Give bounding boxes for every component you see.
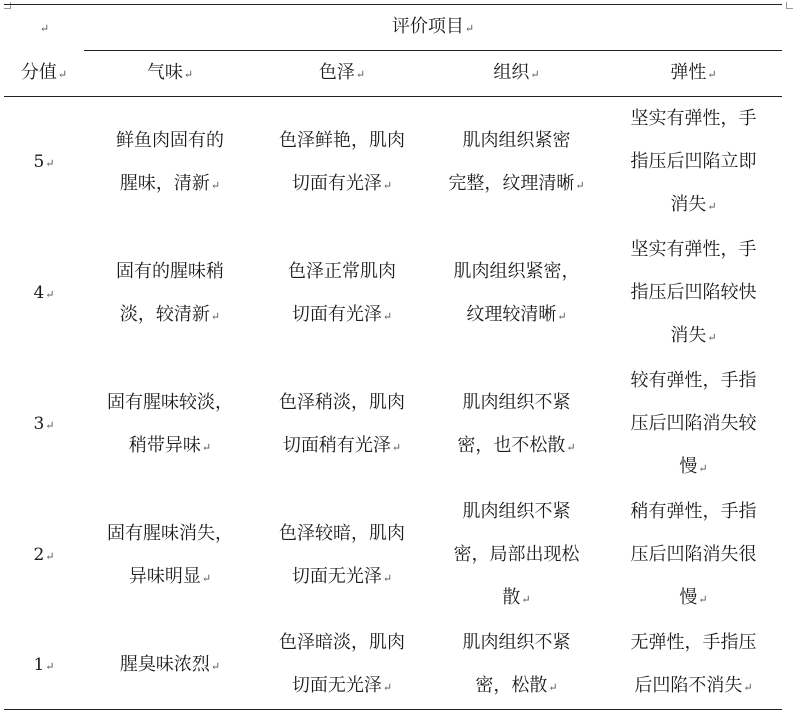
- color-cell: [256, 621, 428, 710]
- texture-text-line: 密，局部出现松: [453, 544, 580, 565]
- elasticity-text-line: 慢: [679, 587, 698, 608]
- color-cell: [256, 359, 428, 490]
- paragraph-mark-icon: [45, 288, 54, 301]
- paragraph-mark-icon: [698, 593, 707, 606]
- score-cell: [4, 490, 84, 621]
- header-score: [4, 51, 84, 97]
- smell-cell: [84, 621, 256, 710]
- elasticity-cell: [605, 359, 782, 490]
- header-texture: [428, 51, 605, 97]
- color-text-line: 切面有光泽: [291, 172, 382, 194]
- paragraph-mark-icon: [45, 419, 54, 432]
- smell-cell: [84, 97, 256, 229]
- smell-text-line: 固有腥味消失，: [107, 522, 233, 544]
- elasticity-text-line: 压后凹陷消失较: [630, 413, 757, 434]
- texture-text-line: 完整，纹理清晰: [448, 172, 575, 194]
- color-text-line: 色泽较暗，肌肉: [279, 522, 405, 544]
- elasticity-cell: [605, 228, 782, 359]
- color-text-line: 色泽正常肌肉: [288, 260, 396, 282]
- group-header-row: [4, 5, 782, 51]
- elasticity-text-line: 稍有弹性，手指: [630, 501, 757, 522]
- texture-text-line: 散: [502, 587, 521, 608]
- color-text-line: 切面有光泽: [291, 303, 382, 325]
- paragraph-mark-icon: [530, 68, 539, 81]
- paragraph-mark-icon: [202, 572, 211, 585]
- header-smell-label: 气味: [146, 62, 183, 83]
- header-color-label: 色泽: [318, 62, 355, 83]
- score-value: 1: [33, 654, 45, 675]
- color-text-line: 切面无光泽: [291, 565, 382, 587]
- score-value: 5: [33, 152, 45, 172]
- color-text-line: 色泽稍淡，肌肉: [279, 391, 405, 413]
- elasticity-text-line: 指压后凹陷立即: [630, 151, 757, 172]
- paragraph-mark-icon: [211, 660, 220, 673]
- paragraph-mark-icon: [707, 68, 716, 81]
- paragraph-mark-icon: [383, 572, 392, 585]
- elasticity-text-line: 坚实有弹性，手: [630, 108, 757, 129]
- corner-cell: [4, 5, 84, 51]
- texture-cell: [428, 228, 605, 359]
- texture-text-line: 肌肉组织不紧: [462, 632, 571, 653]
- paragraph-mark-icon: [58, 68, 67, 81]
- texture-cell: [428, 621, 605, 710]
- score-value: 2: [33, 545, 45, 565]
- elasticity-text-line: 较有弹性，手指: [630, 370, 757, 391]
- paragraph-mark-icon: [383, 310, 392, 323]
- color-cell: [256, 490, 428, 621]
- texture-text-line: 纹理较清晰: [466, 303, 557, 325]
- paragraph-mark-icon: [465, 22, 474, 35]
- texture-cell: [428, 359, 605, 490]
- page-corner-mark-right: [786, 2, 793, 9]
- color-cell: [256, 228, 428, 359]
- paragraph-mark-icon: [743, 681, 752, 694]
- paragraph-mark-icon: [184, 68, 193, 81]
- paragraph-mark-icon: [45, 157, 54, 170]
- header-texture-label: 组织: [493, 62, 530, 83]
- elasticity-cell: [605, 621, 782, 710]
- elasticity-text-line: 后凹陷不消失: [634, 675, 743, 696]
- table-row: [4, 621, 782, 710]
- smell-text-line: 异味明显: [128, 565, 201, 587]
- smell-text-line: 腥味，清新: [119, 172, 210, 194]
- table-body: [4, 97, 782, 710]
- elasticity-text-line: 指压后凹陷较快: [630, 282, 757, 303]
- paragraph-mark-icon: [521, 593, 530, 606]
- texture-text-line: 肌肉组织不紧: [462, 391, 571, 413]
- color-text-line: 切面稍有光泽: [282, 434, 391, 456]
- color-text-line: 色泽暗淡，肌肉: [279, 632, 405, 653]
- texture-text-line: 密，也不松散: [457, 434, 566, 456]
- paragraph-mark-icon: [557, 310, 566, 323]
- table-row: [4, 490, 782, 621]
- paragraph-mark-icon: [707, 200, 716, 213]
- header-color: [256, 51, 428, 97]
- table-row: [4, 228, 782, 359]
- header-elasticity-label: 弹性: [670, 62, 707, 83]
- texture-cell: [428, 97, 605, 229]
- paragraph-mark-icon: [356, 68, 365, 81]
- smell-cell: [84, 228, 256, 359]
- score-value: 3: [33, 414, 45, 434]
- paragraph-mark-icon: [383, 179, 392, 192]
- table-row: [4, 97, 782, 229]
- smell-text-line: 固有腥味较淡，: [107, 391, 233, 413]
- table-row: [4, 359, 782, 490]
- paragraph-mark-icon: [392, 441, 401, 454]
- smell-cell: [84, 490, 256, 621]
- smell-text-line: 稍带异味: [128, 434, 201, 456]
- smell-text-line: 腥臭味浓烈: [119, 653, 210, 675]
- color-cell: [256, 97, 428, 229]
- elasticity-text-line: 无弹性，手指压: [630, 632, 757, 653]
- color-text-line: 切面无光泽: [291, 675, 382, 696]
- texture-text-line: 密，松散: [475, 675, 548, 696]
- score-value: 4: [33, 283, 45, 303]
- header-score-label: 分值: [20, 61, 57, 83]
- score-cell: [4, 228, 84, 359]
- paragraph-mark-icon: [202, 441, 211, 454]
- texture-text-line: 肌肉组织不紧: [462, 501, 571, 522]
- paragraph-mark-icon: [211, 310, 220, 323]
- paragraph-mark-icon: [707, 331, 716, 344]
- evaluation-table: [4, 4, 782, 710]
- header-elasticity: [605, 51, 782, 97]
- elasticity-text-line: 压后凹陷消失很: [630, 544, 757, 565]
- score-cell: [4, 621, 84, 710]
- paragraph-mark-icon: [211, 179, 220, 192]
- score-cell: [4, 359, 84, 490]
- texture-text-line: 肌肉组织紧密，: [453, 260, 580, 282]
- elasticity-text-line: 消失: [670, 194, 707, 215]
- paragraph-mark-icon: [383, 681, 392, 694]
- column-header-row: [4, 51, 782, 97]
- smell-cell: [84, 359, 256, 490]
- elasticity-text-line: 慢: [679, 456, 698, 477]
- texture-cell: [428, 490, 605, 621]
- group-header-cell: [84, 5, 782, 51]
- group-header-label: 评价项目: [391, 16, 464, 37]
- paragraph-mark-icon: [548, 681, 557, 694]
- paragraph-mark-icon: [45, 660, 54, 673]
- paragraph-mark-icon: [45, 550, 54, 563]
- paragraph-mark-icon: [575, 179, 584, 192]
- color-text-line: 色泽鲜艳，肌肉: [279, 129, 405, 151]
- smell-text-line: 鲜鱼肉固有的: [116, 129, 224, 151]
- paragraph-mark-icon: [566, 441, 575, 454]
- header-smell: [84, 51, 256, 97]
- paragraph-mark-icon: [40, 22, 49, 35]
- score-cell: [4, 97, 84, 229]
- elasticity-text-line: 消失: [670, 325, 707, 346]
- elasticity-cell: [605, 97, 782, 229]
- elasticity-text-line: 坚实有弹性，手: [630, 239, 757, 260]
- smell-text-line: 固有的腥味稍: [116, 260, 224, 282]
- smell-text-line: 淡，较清新: [119, 303, 210, 325]
- texture-text-line: 肌肉组织紧密: [462, 129, 571, 151]
- elasticity-cell: [605, 490, 782, 621]
- paragraph-mark-icon: [698, 462, 707, 475]
